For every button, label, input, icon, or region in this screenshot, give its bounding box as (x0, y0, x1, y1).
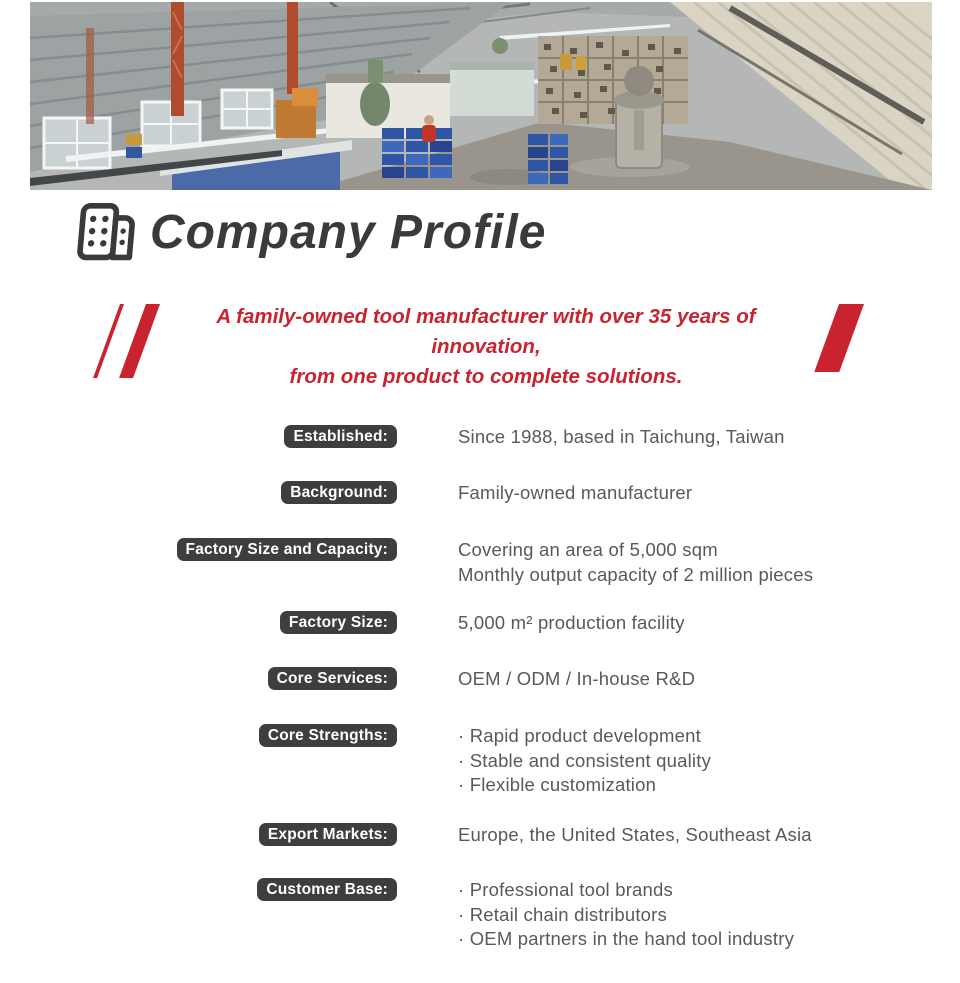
profile-row-established (60, 425, 910, 450)
profile-value: Monthly output capacity of 2 million pieces (458, 563, 814, 585)
factory-photo (30, 2, 932, 190)
parts-racks (538, 36, 688, 124)
profile-label-badge: Customer Base: (257, 878, 397, 901)
profile-row-core-services (60, 667, 910, 692)
profile-value: Covering an area of 5,000 sqm (458, 539, 718, 560)
tagline-line-1: A family-owned tool manufacturer with over 35 years of innovation, (216, 305, 756, 358)
tagline-banner (0, 300, 960, 388)
worker-figure (422, 115, 436, 142)
profile-value: · Flexible customization (458, 774, 657, 795)
page-title: Company Profile (150, 206, 547, 259)
slash-decoration-right (814, 304, 864, 372)
tagline-text (168, 302, 804, 392)
slash-decoration-left-thick (119, 304, 160, 378)
profile-row-core-strengths (60, 724, 910, 798)
profile-value: · Rapid product development (458, 725, 701, 746)
profile-label-badge: Core Services: (268, 667, 397, 690)
profile-label-badge: Core Strengths: (259, 724, 397, 747)
building-icon (74, 200, 136, 266)
profile-row-export-markets (60, 823, 910, 848)
profile-row-background (60, 481, 910, 506)
tagline-line-2: from one product to complete solutions. (289, 365, 683, 388)
profile-value: · Professional tool brands (458, 879, 673, 900)
profile-value: · OEM partners in the hand tool industry (458, 928, 795, 949)
slash-decoration-left-thin (93, 304, 124, 378)
profile-value: Since 1988, based in Taichung, Taiwan (458, 426, 785, 447)
profile-label-badge: Background: (281, 481, 397, 504)
profile-row-factory-size (60, 611, 910, 636)
profile-value: Family-owned manufacturer (458, 481, 693, 503)
profile-label-badge: Export Markets: (259, 823, 397, 846)
profile-label-badge: Factory Size and Capacity: (177, 538, 397, 561)
profile-value: OEM / ODM / In-house R&D (458, 667, 696, 689)
page-header (74, 200, 546, 266)
profile-value: Europe, the United States, Southeast Asia (458, 823, 812, 845)
profile-value: · Stable and consistent quality (458, 749, 712, 771)
profile-value: 5,000 m² production facility (458, 612, 685, 633)
profile-row-customer-base (60, 878, 910, 952)
profile-label-badge: Established: (284, 425, 397, 448)
profile-label-badge: Factory Size: (280, 611, 397, 634)
profile-value: · Retail chain distributors (458, 903, 667, 925)
factory-photo-art (30, 2, 932, 190)
profile-row-factory-size-capacity (60, 538, 910, 587)
company-profile-list (60, 425, 910, 983)
